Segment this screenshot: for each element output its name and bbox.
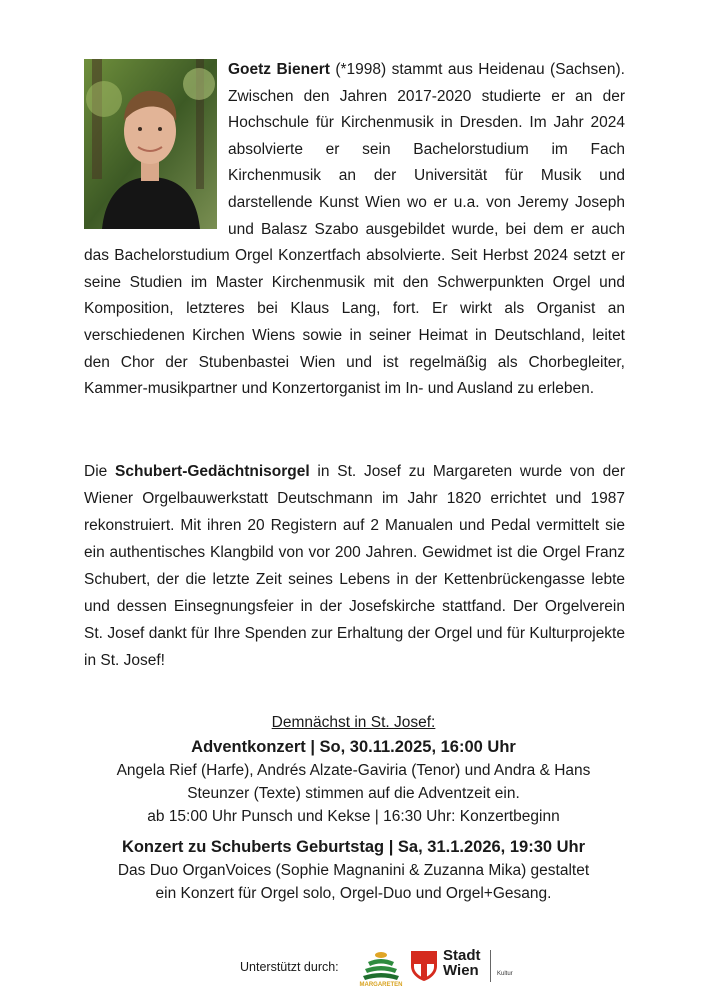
kultur-label: Kultur xyxy=(497,971,513,977)
bio-name: Goetz Bienert xyxy=(228,61,330,78)
event-line: Steunzer (Texte) stimmen auf die Adventzeit ein. xyxy=(187,785,520,802)
event-line: Angela Rief (Harfe), Andrés Alzate-Gaviria (Tenor) und Andra & Hans xyxy=(116,762,591,779)
organ-prefix: Die xyxy=(84,463,116,480)
footer xyxy=(0,946,707,992)
event-line: ein Konzert für Orgel solo, Orgel-Duo und Orgel+Gesang. xyxy=(155,885,552,902)
organ-paragraph xyxy=(84,458,625,674)
stadt-label: Stadt xyxy=(443,947,481,964)
stadt-wien-wordmark xyxy=(443,948,481,978)
event-line: ab 15:00 Uhr Punsch und Kekse | 16:30 Uhr: Konzertbeginn xyxy=(147,808,560,825)
bio-paragraph xyxy=(84,57,625,403)
event-line: Das Duo OrganVoices (Sophie Magnanini & Zuzanna Mika) gestaltet xyxy=(117,862,590,879)
event-title: Adventkonzert | So, 30.11.2025, 16:00 Uhr xyxy=(191,738,516,756)
bio-text: (*1998) stammt aus Heidenau (Sachsen). Zwischen den Jahren 2017-2020 studierte er an der Hochschule für Kirchenmusik in Dresden. Im Jahr 2024 absolvierte er sein Bachelorstudium im Fach Kirchenmusik an der Universität für Musik und darstellende Kunst Wien wo er u.a. von Jeremy Joseph und Balasz Szabo ausgebildet wurde, bei dem er auch das Bachelorstudium Orgel Konzertfach absolvierte. Seit Herbst 2024 setzt er seine Studien im Master Kirchenmusik mit den Schwerpunkten Orgel und Komposition, letzteres bei Klaus Lang, fort. Er wirkt als Organist an verschiedenen Kirchen Wiens sowie in seiner Heimat in Deutschland, leitet den Chor der Stubenbastei Wien und ist regelmäßig als Chorbegleiter, Kammer-musikpartner und Konzertorganist im In- und Ausland zu erleben. xyxy=(84,61,625,398)
wien-label: Wien xyxy=(443,962,479,979)
organ-text: in St. Josef zu Margareten wurde von der Wiener Orgelbauwerkstatt Deutschmann im Jahr 1820 errichtet und 1987 rekonstruiert. Mit ihren 20 Registern auf 2 Manualen und Pedal vermittelt sie ein authentisches Klangbild von vor 200 Jahren. Gewidmet ist die Orgel Franz Schubert, der die letzte Zeit seines Lebens in der Kettenbrückengasse lebte und dessen Einsegnungsfeier in der Josefskirche stattfand. Der Orgelverein St. Josef dankt für Ihre Spenden zur Erhaltung der Orgel und für Kulturprojekte in St. Josef! xyxy=(84,463,625,669)
events-section xyxy=(60,711,647,905)
event-title: Konzert zu Schuberts Geburtstag | Sa, 31.1.2026, 19:30 Uhr xyxy=(121,838,586,856)
stadt-wien-shield-icon xyxy=(410,950,438,982)
supported-by-label: Unterstützt durch: xyxy=(240,960,339,974)
events-heading: Demnächst in St. Josef: xyxy=(271,714,436,731)
organ-name: Schubert-Gedächtnisorgel xyxy=(115,463,310,480)
portrait-photo xyxy=(84,59,217,229)
footer-divider xyxy=(490,950,491,982)
margareten-label: MARGARETEN xyxy=(359,982,403,988)
